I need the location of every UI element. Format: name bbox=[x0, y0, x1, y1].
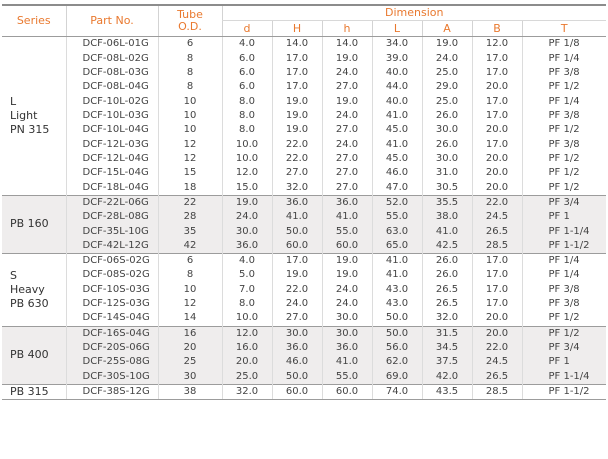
thread-t-cell: PF 3/4 bbox=[522, 341, 606, 355]
dim-A-cell: 26.0 bbox=[422, 268, 472, 282]
dim-d-cell: 6.0 bbox=[222, 66, 272, 80]
dim-h-cell: 14.0 bbox=[322, 37, 372, 52]
spec-table-body bbox=[2, 37, 606, 400]
dim-A-cell: 42.0 bbox=[422, 370, 472, 385]
fitting-spec-table bbox=[2, 4, 606, 400]
dim-H-cell: 22.0 bbox=[272, 138, 322, 152]
dim-A-cell: 35.5 bbox=[422, 195, 472, 210]
dim-A-cell: 26.5 bbox=[422, 297, 472, 311]
table-row bbox=[2, 52, 606, 66]
dim-L-cell: 40.0 bbox=[372, 66, 422, 80]
dim-h-cell: 36.0 bbox=[322, 341, 372, 355]
dim-B-cell: 24.5 bbox=[472, 210, 522, 224]
dim-L-cell: 50.0 bbox=[372, 311, 422, 326]
dim-H-cell: 22.0 bbox=[272, 152, 322, 166]
part-no-cell: DCF-28L-08G bbox=[66, 210, 158, 224]
dim-h-cell: 27.0 bbox=[322, 180, 372, 195]
dim-B-cell: 17.0 bbox=[472, 138, 522, 152]
dim-h-cell: 19.0 bbox=[322, 254, 372, 269]
tube-od-cell: 14 bbox=[158, 311, 222, 326]
series-cell bbox=[2, 254, 66, 327]
dim-B-cell: 20.0 bbox=[472, 123, 522, 137]
dim-L-cell: 41.0 bbox=[372, 268, 422, 282]
dim-d-cell: 5.0 bbox=[222, 268, 272, 282]
dim-L-cell: 47.0 bbox=[372, 180, 422, 195]
dim-h-cell: 27.0 bbox=[322, 123, 372, 137]
dim-H-cell: 46.0 bbox=[272, 355, 322, 369]
dim-B-cell: 17.0 bbox=[472, 109, 522, 123]
dim-B-cell: 28.5 bbox=[472, 239, 522, 254]
dim-A-cell: 42.5 bbox=[422, 239, 472, 254]
part-no-cell: DCF-10L-03G bbox=[66, 109, 158, 123]
dim-B-cell: 17.0 bbox=[472, 52, 522, 66]
dim-h-cell: 19.0 bbox=[322, 268, 372, 282]
tube-od-cell: 8 bbox=[158, 52, 222, 66]
tube-od-header-line2: O.D. bbox=[178, 20, 202, 34]
dim-d-header: d bbox=[222, 21, 272, 37]
dim-L-cell: 41.0 bbox=[372, 138, 422, 152]
dim-B-cell: 28.5 bbox=[472, 384, 522, 399]
tube-od-header bbox=[158, 5, 222, 37]
dim-L-cell: 55.0 bbox=[372, 210, 422, 224]
tube-od-cell: 20 bbox=[158, 341, 222, 355]
dim-B-cell: 26.5 bbox=[472, 224, 522, 238]
tube-od-cell: 10 bbox=[158, 109, 222, 123]
thread-t-cell: PF 1-1/2 bbox=[522, 384, 606, 399]
part-no-cell: DCF-16S-04G bbox=[66, 326, 158, 341]
dim-h-cell: 41.0 bbox=[322, 210, 372, 224]
part-no-cell: DCF-08L-03G bbox=[66, 66, 158, 80]
dim-d-cell: 10.0 bbox=[222, 138, 272, 152]
series-cell bbox=[2, 37, 66, 195]
thread-t-cell: PF 1/2 bbox=[522, 326, 606, 341]
series-label: Light bbox=[10, 109, 38, 123]
tube-od-cell: 28 bbox=[158, 210, 222, 224]
dim-d-cell: 7.0 bbox=[222, 283, 272, 297]
dim-B-cell: 20.0 bbox=[472, 80, 522, 94]
dim-H-cell: 24.0 bbox=[272, 297, 322, 311]
dim-B-cell: 17.0 bbox=[472, 268, 522, 282]
thread-t-cell: PF 3/8 bbox=[522, 138, 606, 152]
dim-L-cell: 74.0 bbox=[372, 384, 422, 399]
dim-H-header: H bbox=[272, 21, 322, 37]
dim-A-cell: 31.0 bbox=[422, 166, 472, 180]
series-label: PN 315 bbox=[10, 123, 50, 137]
dim-B-cell: 22.0 bbox=[472, 195, 522, 210]
thread-t-cell: PF 1-1/4 bbox=[522, 224, 606, 238]
series-header: Series bbox=[2, 5, 66, 37]
part-no-cell: DCF-20S-06G bbox=[66, 341, 158, 355]
tube-od-cell: 25 bbox=[158, 355, 222, 369]
dim-H-cell: 60.0 bbox=[272, 384, 322, 399]
dim-H-cell: 19.0 bbox=[272, 95, 322, 109]
dim-B-cell: 17.0 bbox=[472, 297, 522, 311]
dim-d-cell: 30.0 bbox=[222, 224, 272, 238]
thread-t-cell: PF 1-1/4 bbox=[522, 370, 606, 385]
table-row bbox=[2, 224, 606, 238]
part-no-cell: DCF-42L-12G bbox=[66, 239, 158, 254]
dim-A-cell: 38.0 bbox=[422, 210, 472, 224]
dim-H-cell: 27.0 bbox=[272, 166, 322, 180]
part-no-cell: DCF-14S-04G bbox=[66, 311, 158, 326]
dim-H-cell: 17.0 bbox=[272, 52, 322, 66]
thread-t-cell: PF 1/4 bbox=[522, 95, 606, 109]
part-no-cell: DCF-15L-04G bbox=[66, 166, 158, 180]
table-row bbox=[2, 254, 606, 269]
dim-H-cell: 17.0 bbox=[272, 80, 322, 94]
tube-od-cell: 15 bbox=[158, 166, 222, 180]
thread-t-cell: PF 1/4 bbox=[522, 254, 606, 269]
series-label: PB 160 bbox=[10, 217, 49, 231]
dim-H-cell: 36.0 bbox=[272, 341, 322, 355]
dim-B-cell: 24.5 bbox=[472, 355, 522, 369]
dim-A-cell: 26.5 bbox=[422, 283, 472, 297]
thread-t-cell: PF 1/2 bbox=[522, 152, 606, 166]
part-no-cell: DCF-10S-03G bbox=[66, 283, 158, 297]
tube-od-cell: 12 bbox=[158, 138, 222, 152]
dim-L-cell: 65.0 bbox=[372, 239, 422, 254]
dim-L-cell: 39.0 bbox=[372, 52, 422, 66]
dim-d-cell: 8.0 bbox=[222, 109, 272, 123]
thread-t-cell: PF 1/4 bbox=[522, 52, 606, 66]
part-no-header: Part No. bbox=[66, 5, 158, 37]
thread-t-cell: PF 1/2 bbox=[522, 311, 606, 326]
dim-L-cell: 69.0 bbox=[372, 370, 422, 385]
series-cell bbox=[2, 326, 66, 384]
table-row bbox=[2, 297, 606, 311]
dim-H-cell: 17.0 bbox=[272, 254, 322, 269]
table-row bbox=[2, 166, 606, 180]
dim-L-cell: 45.0 bbox=[372, 123, 422, 137]
series-label: PB 315 bbox=[10, 384, 49, 398]
dim-d-cell: 10.0 bbox=[222, 311, 272, 326]
dim-d-cell: 25.0 bbox=[222, 370, 272, 385]
tube-od-cell: 12 bbox=[158, 297, 222, 311]
thread-t-cell: PF 1/2 bbox=[522, 180, 606, 195]
dim-H-cell: 17.0 bbox=[272, 66, 322, 80]
dim-d-cell: 4.0 bbox=[222, 254, 272, 269]
dim-d-cell: 8.0 bbox=[222, 95, 272, 109]
dim-L-cell: 43.0 bbox=[372, 283, 422, 297]
part-no-cell: DCF-08L-02G bbox=[66, 52, 158, 66]
dim-L-cell: 56.0 bbox=[372, 341, 422, 355]
tube-od-cell: 8 bbox=[158, 268, 222, 282]
dim-h-cell: 24.0 bbox=[322, 138, 372, 152]
dim-d-cell: 8.0 bbox=[222, 123, 272, 137]
dim-h-cell: 24.0 bbox=[322, 109, 372, 123]
table-row bbox=[2, 370, 606, 385]
table-row bbox=[2, 268, 606, 282]
dim-d-cell: 4.0 bbox=[222, 37, 272, 52]
dim-d-cell: 20.0 bbox=[222, 355, 272, 369]
dim-L-cell: 45.0 bbox=[372, 152, 422, 166]
part-no-cell: DCF-18L-04G bbox=[66, 180, 158, 195]
dim-h-cell: 24.0 bbox=[322, 297, 372, 311]
tube-od-cell: 16 bbox=[158, 326, 222, 341]
part-no-cell: DCF-08S-02G bbox=[66, 268, 158, 282]
dim-B-cell: 20.0 bbox=[472, 166, 522, 180]
dim-L-cell: 50.0 bbox=[372, 326, 422, 341]
dim-L-cell: 40.0 bbox=[372, 95, 422, 109]
dim-L-header: L bbox=[372, 21, 422, 37]
dim-h-cell: 55.0 bbox=[322, 370, 372, 385]
dim-A-cell: 25.0 bbox=[422, 95, 472, 109]
part-no-cell: DCF-38S-12G bbox=[66, 384, 158, 399]
dim-h-cell: 27.0 bbox=[322, 152, 372, 166]
table-row bbox=[2, 37, 606, 52]
dim-d-cell: 12.0 bbox=[222, 166, 272, 180]
table-row bbox=[2, 341, 606, 355]
dim-B-cell: 17.0 bbox=[472, 66, 522, 80]
dim-h-cell: 41.0 bbox=[322, 355, 372, 369]
dim-B-cell: 22.0 bbox=[472, 341, 522, 355]
part-no-cell: DCF-25S-08G bbox=[66, 355, 158, 369]
dim-L-cell: 62.0 bbox=[372, 355, 422, 369]
dim-h-cell: 24.0 bbox=[322, 66, 372, 80]
dim-H-cell: 22.0 bbox=[272, 283, 322, 297]
dim-h-cell: 60.0 bbox=[322, 239, 372, 254]
dim-d-cell: 16.0 bbox=[222, 341, 272, 355]
tube-od-cell: 12 bbox=[158, 152, 222, 166]
tube-od-cell: 6 bbox=[158, 254, 222, 269]
dim-H-cell: 14.0 bbox=[272, 37, 322, 52]
dim-H-cell: 50.0 bbox=[272, 370, 322, 385]
dim-H-cell: 19.0 bbox=[272, 109, 322, 123]
dim-H-cell: 60.0 bbox=[272, 239, 322, 254]
dim-B-cell: 17.0 bbox=[472, 283, 522, 297]
thread-t-cell: PF 3/8 bbox=[522, 66, 606, 80]
dim-L-cell: 44.0 bbox=[372, 80, 422, 94]
dim-H-cell: 19.0 bbox=[272, 123, 322, 137]
dim-A-cell: 32.0 bbox=[422, 311, 472, 326]
dim-d-cell: 12.0 bbox=[222, 326, 272, 341]
dim-h-header: h bbox=[322, 21, 372, 37]
dim-L-cell: 43.0 bbox=[372, 297, 422, 311]
dim-B-cell: 20.0 bbox=[472, 180, 522, 195]
series-cell bbox=[2, 195, 66, 253]
dim-A-cell: 34.5 bbox=[422, 341, 472, 355]
dim-H-cell: 41.0 bbox=[272, 210, 322, 224]
dim-B-cell: 26.5 bbox=[472, 370, 522, 385]
dim-d-cell: 10.0 bbox=[222, 152, 272, 166]
part-no-cell: DCF-06S-02G bbox=[66, 254, 158, 269]
dim-A-cell: 26.0 bbox=[422, 254, 472, 269]
tube-od-header-line1: Tube bbox=[177, 8, 203, 22]
table-row bbox=[2, 138, 606, 152]
part-no-cell: DCF-06L-01G bbox=[66, 37, 158, 52]
dim-h-cell: 19.0 bbox=[322, 95, 372, 109]
thread-t-cell: PF 1-1/2 bbox=[522, 239, 606, 254]
tube-od-cell: 22 bbox=[158, 195, 222, 210]
dim-A-cell: 25.0 bbox=[422, 66, 472, 80]
dim-h-cell: 19.0 bbox=[322, 52, 372, 66]
thread-t-cell: PF 1/2 bbox=[522, 123, 606, 137]
dim-T-header: T bbox=[522, 21, 606, 37]
dim-B-cell: 20.0 bbox=[472, 311, 522, 326]
part-no-cell: DCF-35L-10G bbox=[66, 224, 158, 238]
dim-L-cell: 34.0 bbox=[372, 37, 422, 52]
thread-t-cell: PF 3/8 bbox=[522, 283, 606, 297]
tube-od-cell: 35 bbox=[158, 224, 222, 238]
table-row bbox=[2, 210, 606, 224]
dim-h-cell: 27.0 bbox=[322, 166, 372, 180]
table-row bbox=[2, 311, 606, 326]
table-row bbox=[2, 283, 606, 297]
dim-A-cell: 31.5 bbox=[422, 326, 472, 341]
table-row bbox=[2, 152, 606, 166]
part-no-cell: DCF-30S-10G bbox=[66, 370, 158, 385]
dim-d-cell: 24.0 bbox=[222, 210, 272, 224]
part-no-cell: DCF-12L-04G bbox=[66, 152, 158, 166]
table-row bbox=[2, 239, 606, 254]
dim-H-cell: 32.0 bbox=[272, 180, 322, 195]
dim-L-cell: 41.0 bbox=[372, 109, 422, 123]
tube-od-cell: 38 bbox=[158, 384, 222, 399]
dim-L-cell: 41.0 bbox=[372, 254, 422, 269]
thread-t-cell: PF 3/4 bbox=[522, 195, 606, 210]
dim-A-cell: 30.0 bbox=[422, 152, 472, 166]
table-row bbox=[2, 80, 606, 94]
dim-A-cell: 26.0 bbox=[422, 138, 472, 152]
thread-t-cell: PF 3/8 bbox=[522, 297, 606, 311]
part-no-cell: DCF-12L-03G bbox=[66, 138, 158, 152]
dim-A-cell: 30.5 bbox=[422, 180, 472, 195]
dim-B-cell: 12.0 bbox=[472, 37, 522, 52]
table-row bbox=[2, 123, 606, 137]
dim-d-cell: 36.0 bbox=[222, 239, 272, 254]
series-label: PB 400 bbox=[10, 348, 49, 362]
dim-h-cell: 30.0 bbox=[322, 311, 372, 326]
table-row bbox=[2, 95, 606, 109]
dim-d-cell: 19.0 bbox=[222, 195, 272, 210]
dim-A-cell: 30.0 bbox=[422, 123, 472, 137]
table-row bbox=[2, 195, 606, 210]
part-no-cell: DCF-12S-03G bbox=[66, 297, 158, 311]
dim-d-cell: 32.0 bbox=[222, 384, 272, 399]
thread-t-cell: PF 1/2 bbox=[522, 166, 606, 180]
tube-od-cell: 6 bbox=[158, 37, 222, 52]
part-no-cell: DCF-10L-02G bbox=[66, 95, 158, 109]
table-row bbox=[2, 355, 606, 369]
dim-B-header: B bbox=[472, 21, 522, 37]
dim-H-cell: 27.0 bbox=[272, 311, 322, 326]
dim-A-cell: 19.0 bbox=[422, 37, 472, 52]
dim-d-cell: 8.0 bbox=[222, 297, 272, 311]
dim-B-cell: 20.0 bbox=[472, 326, 522, 341]
table-row bbox=[2, 66, 606, 80]
tube-od-cell: 42 bbox=[158, 239, 222, 254]
dim-h-cell: 24.0 bbox=[322, 283, 372, 297]
dim-d-cell: 6.0 bbox=[222, 52, 272, 66]
series-cell bbox=[2, 384, 66, 399]
dim-L-cell: 46.0 bbox=[372, 166, 422, 180]
table-row bbox=[2, 180, 606, 195]
thread-t-cell: PF 1/2 bbox=[522, 80, 606, 94]
thread-t-cell: PF 1 bbox=[522, 355, 606, 369]
tube-od-cell: 8 bbox=[158, 80, 222, 94]
tube-od-cell: 18 bbox=[158, 180, 222, 195]
dim-H-cell: 36.0 bbox=[272, 195, 322, 210]
dim-d-cell: 6.0 bbox=[222, 80, 272, 94]
dim-A-cell: 26.0 bbox=[422, 109, 472, 123]
tube-od-cell: 30 bbox=[158, 370, 222, 385]
thread-t-cell: PF 1/4 bbox=[522, 268, 606, 282]
dim-H-cell: 50.0 bbox=[272, 224, 322, 238]
dim-h-cell: 60.0 bbox=[322, 384, 372, 399]
dim-L-cell: 63.0 bbox=[372, 224, 422, 238]
dim-h-cell: 30.0 bbox=[322, 326, 372, 341]
dim-H-cell: 19.0 bbox=[272, 268, 322, 282]
dim-A-cell: 29.0 bbox=[422, 80, 472, 94]
table-row bbox=[2, 384, 606, 399]
dim-A-cell: 24.0 bbox=[422, 52, 472, 66]
tube-od-cell: 10 bbox=[158, 95, 222, 109]
series-label: PB 630 bbox=[10, 296, 49, 310]
dim-h-cell: 36.0 bbox=[322, 195, 372, 210]
dim-H-cell: 30.0 bbox=[272, 326, 322, 341]
part-no-cell: DCF-08L-04G bbox=[66, 80, 158, 94]
dim-A-header: A bbox=[422, 21, 472, 37]
dim-B-cell: 20.0 bbox=[472, 152, 522, 166]
dim-B-cell: 17.0 bbox=[472, 95, 522, 109]
series-label: Heavy bbox=[10, 282, 45, 296]
table-row bbox=[2, 326, 606, 341]
dim-A-cell: 37.5 bbox=[422, 355, 472, 369]
thread-t-cell: PF 3/8 bbox=[522, 109, 606, 123]
dimension-header: Dimension bbox=[222, 5, 606, 21]
thread-t-cell: PF 1 bbox=[522, 210, 606, 224]
dim-A-cell: 43.5 bbox=[422, 384, 472, 399]
dim-h-cell: 55.0 bbox=[322, 224, 372, 238]
tube-od-cell: 8 bbox=[158, 66, 222, 80]
part-no-cell: DCF-10L-04G bbox=[66, 123, 158, 137]
dim-B-cell: 17.0 bbox=[472, 254, 522, 269]
dim-A-cell: 41.0 bbox=[422, 224, 472, 238]
series-label: S bbox=[10, 268, 17, 282]
dim-d-cell: 15.0 bbox=[222, 180, 272, 195]
thread-t-cell: PF 1/8 bbox=[522, 37, 606, 52]
part-no-cell: DCF-22L-06G bbox=[66, 195, 158, 210]
dim-L-cell: 52.0 bbox=[372, 195, 422, 210]
table-row bbox=[2, 109, 606, 123]
dim-h-cell: 27.0 bbox=[322, 80, 372, 94]
tube-od-cell: 10 bbox=[158, 283, 222, 297]
series-label: L bbox=[10, 95, 17, 109]
tube-od-cell: 10 bbox=[158, 123, 222, 137]
